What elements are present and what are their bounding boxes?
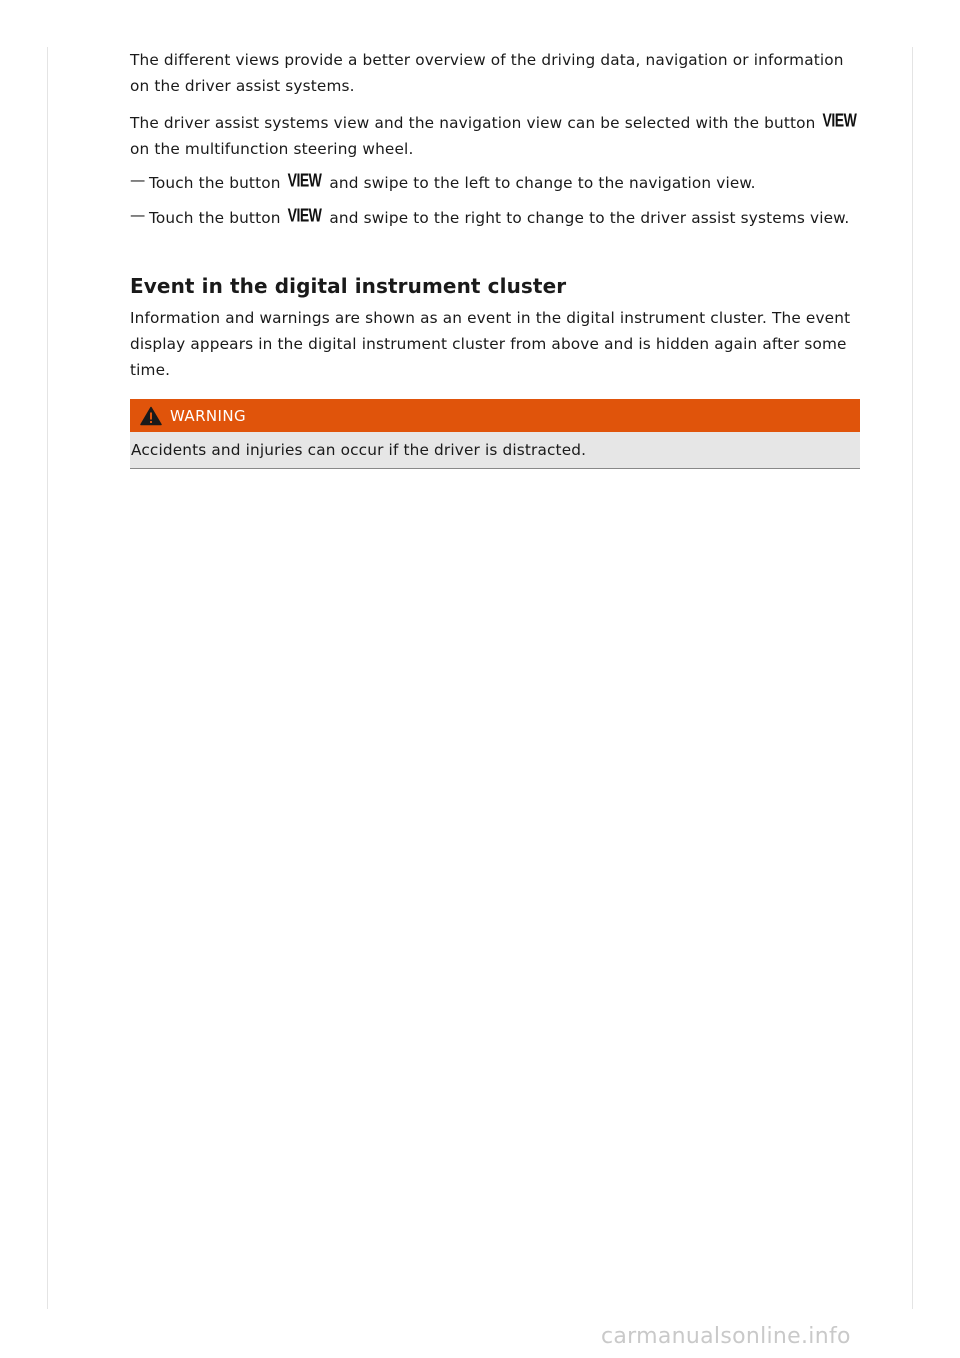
intro-paragraph-views: The different views provide a better overview of the driving data, navigation or information on the driver assist systems. [130, 51, 844, 95]
step-text [149, 202, 849, 231]
step-text-after-button: and swipe to the right to change to the driver assist systems view. [329, 209, 850, 227]
view-button-icon: VIEW [287, 204, 322, 226]
page-content [130, 47, 860, 469]
section-paragraph: Information and warnings are shown as an event in the digital instrument cluster. The event display appears in the digital instrument cluster from above and is hidden again after some time. [130, 309, 851, 379]
warning-header [130, 399, 860, 432]
instruction-step-1 [130, 167, 860, 196]
warning-label: WARNING [170, 406, 246, 425]
step-text-after-button: and swipe to the left to change to the navigation view. [329, 174, 756, 192]
step-text-before-button: Touch the button [149, 174, 281, 192]
intro-text-after-button: on the multifunction steering wheel. [130, 140, 414, 158]
view-button-icon: VIEW [287, 169, 322, 191]
section-heading: Event in the digital instrument cluster [130, 274, 567, 298]
warning-body [130, 432, 860, 469]
warning-box [130, 399, 860, 469]
step-dash: — [130, 171, 146, 189]
site-watermark: carmanualsonline.info [601, 1324, 851, 1349]
view-button-icon: VIEW [822, 109, 857, 131]
step-text-before-button: Touch the button [149, 209, 281, 227]
instruction-step-2 [130, 202, 860, 231]
intro-paragraph-view-button [130, 107, 860, 162]
page-margin-rule-left [47, 47, 48, 1309]
warning-text: Accidents and injuries can occur if the driver is distracted. [131, 441, 587, 459]
page-margin-rule-right [912, 47, 913, 1309]
warning-triangle-icon [140, 406, 162, 426]
step-text [149, 167, 756, 196]
intro-text-before-button: The driver assist systems view and the navigation view can be selected with the button [130, 114, 816, 132]
step-dash: — [130, 206, 146, 224]
